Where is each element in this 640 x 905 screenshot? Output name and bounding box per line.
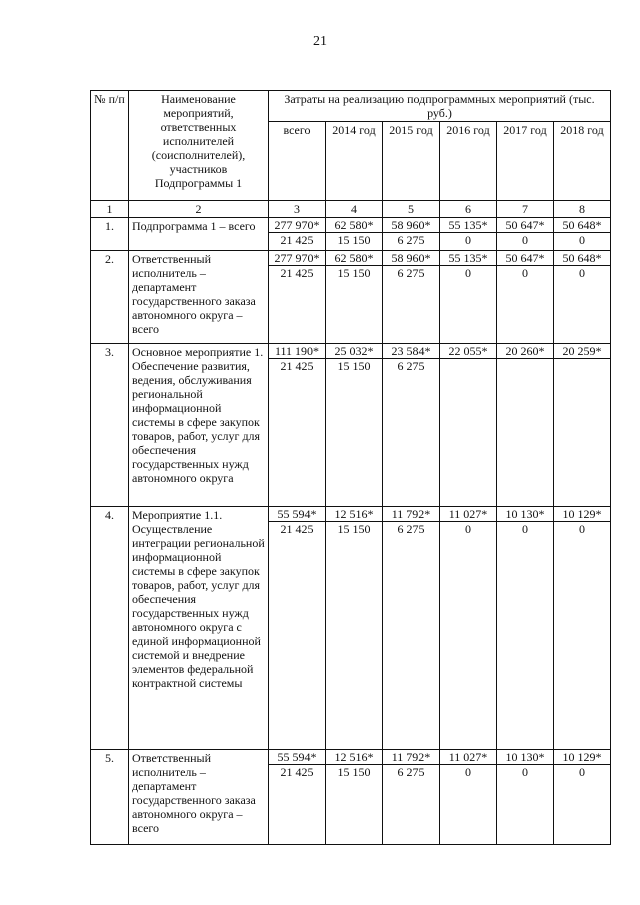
header-year: 2014 год <box>326 122 383 201</box>
value-line-1: 11 792* <box>383 750 439 765</box>
header-total: всего <box>269 122 326 201</box>
value-line-1: 62 580* <box>326 218 382 233</box>
value-cell <box>497 507 554 750</box>
value-line-2: 6 275 <box>397 266 425 280</box>
value-line-1: 62 580* <box>326 251 382 266</box>
value-line-1: 55 135* <box>440 218 496 233</box>
table-row <box>91 251 611 344</box>
value-cell <box>269 750 326 845</box>
value-line-1: 20 259* <box>554 344 610 359</box>
value-line-1: 11 792* <box>383 507 439 522</box>
value-cell <box>497 251 554 344</box>
header-row <box>91 91 611 122</box>
header-year: 2017 год <box>497 122 554 201</box>
value-cell <box>497 218 554 251</box>
value-line-2: 6 275 <box>397 765 425 779</box>
value-cell <box>554 251 611 344</box>
value-line-2: 21 425 <box>280 359 314 373</box>
value-cell <box>269 344 326 507</box>
column-number: 7 <box>497 201 554 218</box>
column-number: 1 <box>91 201 129 218</box>
value-line-1: 12 516* <box>326 507 382 522</box>
value-cell <box>554 507 611 750</box>
value-cell <box>383 251 440 344</box>
value-line-2: 15 150 <box>337 266 371 280</box>
budget-table <box>90 90 611 845</box>
value-line-2: 21 425 <box>280 522 314 536</box>
table-row <box>91 507 611 750</box>
value-line-1: 11 027* <box>440 750 496 765</box>
value-line-1: 58 960* <box>383 218 439 233</box>
value-line-1: 111 190* <box>269 344 325 359</box>
value-line-1: 50 648* <box>554 218 610 233</box>
page-number: 21 <box>313 34 327 49</box>
value-line-2: 0 <box>522 522 528 536</box>
value-line-1: 11 027* <box>440 507 496 522</box>
row-name: Мероприятие 1.1. Осуществление интеграции региональной информационной системы в сфере закупок товаров, работ, услуг для обеспечения государственных нужд автономного округа с единой информационной системой и внедрение элементов федеральной контрактной системы <box>129 507 269 750</box>
value-cell <box>497 750 554 845</box>
value-cell <box>326 750 383 845</box>
value-line-2: 21 425 <box>280 233 314 247</box>
value-line-2: 6 275 <box>397 233 425 247</box>
row-number: 4. <box>91 507 129 750</box>
row-name: Основное мероприятие 1. Обеспечение развития, ведения, обслуживания региональной информационной системы в сфере закупок товаров, работ, услуг для обеспечения государственных нужд автономного округа <box>129 344 269 507</box>
value-line-2: 0 <box>465 266 471 280</box>
table-row <box>91 218 611 251</box>
header-year: 2016 год <box>440 122 497 201</box>
value-line-1: 12 516* <box>326 750 382 765</box>
value-line-1: 58 960* <box>383 251 439 266</box>
value-line-2: 0 <box>522 266 528 280</box>
value-line-2: 0 <box>522 765 528 779</box>
value-line-2: 6 275 <box>397 359 425 373</box>
value-cell <box>269 251 326 344</box>
value-cell <box>440 344 497 507</box>
value-line-2: 0 <box>465 522 471 536</box>
value-cell <box>326 218 383 251</box>
table-body <box>91 218 611 845</box>
value-line-1: 10 129* <box>554 750 610 765</box>
value-line-1: 20 260* <box>497 344 553 359</box>
value-cell <box>383 218 440 251</box>
header-name: Наименование мероприятий, ответственных исполнителей (соисполнителей), участников Подпрограммы 1 <box>129 91 269 201</box>
table-row <box>91 344 611 507</box>
value-line-1: 10 130* <box>497 750 553 765</box>
row-name: Подпрограмма 1 – всего <box>129 218 269 251</box>
value-line-2: 21 425 <box>280 765 314 779</box>
row-number: 3. <box>91 344 129 507</box>
value-line-2: 0 <box>465 765 471 779</box>
value-cell <box>383 344 440 507</box>
value-cell <box>440 750 497 845</box>
value-line-1: 55 594* <box>269 507 325 522</box>
value-cell <box>554 218 611 251</box>
value-line-1: 277 970* <box>269 218 325 233</box>
value-line-2: 15 150 <box>337 359 371 373</box>
value-cell <box>383 750 440 845</box>
value-line-2: 0 <box>465 233 471 247</box>
value-line-1: 55 594* <box>269 750 325 765</box>
value-cell <box>269 507 326 750</box>
column-numbers-row <box>91 201 611 218</box>
value-line-1: 55 135* <box>440 251 496 266</box>
value-line-2: 15 150 <box>337 522 371 536</box>
header-costs-title: Затраты на реализацию подпрограммных мероприятий (тыс. руб.) <box>269 91 611 122</box>
value-line-1: 10 130* <box>497 507 553 522</box>
value-line-2: 15 150 <box>337 765 371 779</box>
column-number: 4 <box>326 201 383 218</box>
value-line-2: 0 <box>522 233 528 247</box>
value-cell <box>326 251 383 344</box>
value-cell <box>269 218 326 251</box>
column-number: 8 <box>554 201 611 218</box>
header-year: 2015 год <box>383 122 440 201</box>
row-number: 1. <box>91 218 129 251</box>
value-cell <box>326 507 383 750</box>
column-number: 5 <box>383 201 440 218</box>
row-number: 2. <box>91 251 129 344</box>
value-line-1: 277 970* <box>269 251 325 266</box>
value-cell <box>440 251 497 344</box>
value-cell <box>554 750 611 845</box>
value-line-1: 10 129* <box>554 507 610 522</box>
row-name: Ответственный исполнитель – департамент государственного заказа автономного округа – всего <box>129 251 269 344</box>
value-line-1: 50 648* <box>554 251 610 266</box>
value-line-2: 21 425 <box>280 266 314 280</box>
row-number: 5. <box>91 750 129 845</box>
value-line-2: 0 <box>579 266 585 280</box>
value-cell <box>326 344 383 507</box>
value-cell <box>440 218 497 251</box>
value-line-1: 50 647* <box>497 251 553 266</box>
header-no: № п/п <box>91 91 129 201</box>
value-line-2: 15 150 <box>337 233 371 247</box>
column-number: 2 <box>129 201 269 218</box>
header-year: 2018 год <box>554 122 611 201</box>
value-cell <box>440 507 497 750</box>
value-line-1: 50 647* <box>497 218 553 233</box>
value-line-1: 22 055* <box>440 344 496 359</box>
value-line-1: 25 032* <box>326 344 382 359</box>
value-cell <box>383 507 440 750</box>
value-cell <box>554 344 611 507</box>
value-line-1: 23 584* <box>383 344 439 359</box>
column-number: 6 <box>440 201 497 218</box>
row-name: Ответственный исполнитель – департамент государственного заказа автономного округа – всего <box>129 750 269 845</box>
value-cell <box>497 344 554 507</box>
table-row <box>91 750 611 845</box>
value-line-2: 0 <box>579 765 585 779</box>
value-line-2: 0 <box>579 233 585 247</box>
column-number: 3 <box>269 201 326 218</box>
value-line-2: 0 <box>579 522 585 536</box>
value-line-2: 6 275 <box>397 522 425 536</box>
